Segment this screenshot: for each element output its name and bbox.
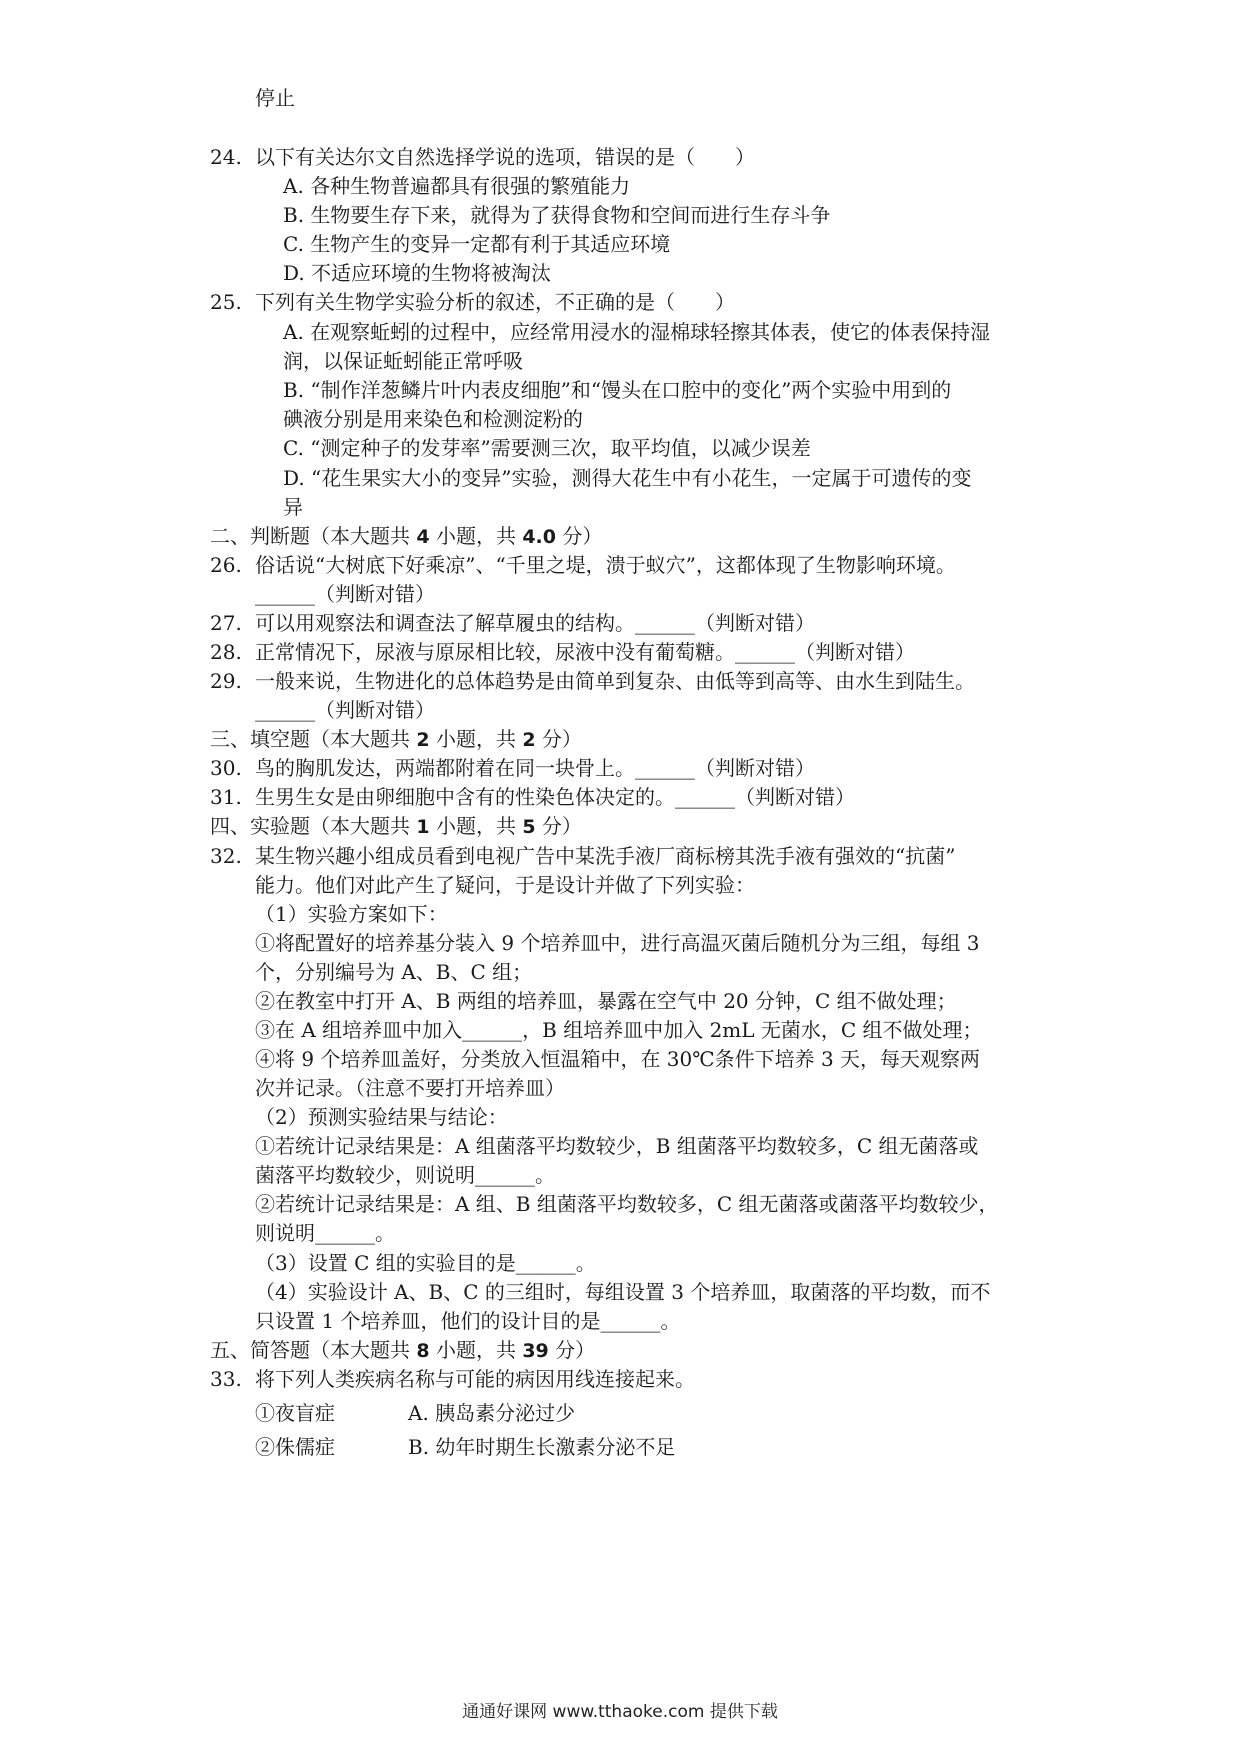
heading-prefix: 三、填空题（本大题共 [210, 727, 410, 751]
step-3: ③在 A 组培养皿中加入______，B 组培养皿中加入 2mL 无菌水，C 组不做处理； [255, 1018, 983, 1042]
heading-middle: 小题，共 [435, 727, 516, 751]
option-d-line2: 异 [283, 495, 303, 519]
heading-prefix: 二、判断题（本大题共 [210, 524, 410, 548]
carryover-text: 停止 [255, 86, 295, 110]
question-stem: 某生物兴趣小组成员看到电视广告中某洗手液厂商标榜其洗手液有强效的“抗菌” [255, 844, 956, 868]
question-text-line: 能力。他们对此产生了疑问，于是设计并做了下列实验： [255, 873, 755, 897]
total-score: 39 [522, 1340, 549, 1362]
total-score: 4.0 [522, 526, 556, 548]
option-a-line1: A. 在观察蚯蚓的过程中，应经常用浸水的湿棉球轻擦其体表，使它的体表保持湿 [283, 320, 991, 344]
total-score: 2 [522, 729, 536, 751]
heading-suffix: 分） [555, 1338, 596, 1362]
disease-cause: B. 幼年时期生长激素分泌不足 [408, 1435, 676, 1459]
result-1-line2: 菌落平均数较少，则说明______。 [255, 1163, 555, 1187]
answer-blank-line: ______（判断对错） [255, 582, 435, 606]
question-number: 26. [210, 553, 242, 577]
question-stem: 一般来说，生物进化的总体趋势是由简单到复杂、由低等到高等、由水生到陆生。 [255, 669, 975, 693]
answer-blank-line: ______（判断对错） [255, 698, 435, 722]
total-score: 5 [522, 816, 536, 838]
option-c: C. “测定种子的发芽率”需要测三次，取平均值，以减少误差 [283, 436, 811, 460]
option-b-line1: B. “制作洋葱鳞片叶内表皮细胞”和“馒头在口腔中的变化”两个实验中用到的 [283, 378, 952, 402]
heading-suffix: 分） [541, 727, 582, 751]
heading-suffix: 分） [562, 524, 603, 548]
question-number: 28. [210, 640, 242, 664]
option-d-line1: D. “花生果实大小的变异”实验，测得大花生中有小花生，一定属于可遗传的变 [283, 466, 972, 490]
sub-question-3: （3）设置 C 组的实验目的是______。 [255, 1251, 596, 1275]
question-number: 33. [210, 1367, 242, 1391]
question-stem: 下列有关生物学实验分析的叙述，不正确的是（ ） [255, 290, 735, 314]
question-count: 1 [416, 816, 430, 838]
heading-middle: 小题，共 [435, 814, 516, 838]
option-b: B. 生物要生存下来，就得为了获得食物和空间而进行生存斗争 [283, 203, 831, 227]
question-stem: 正常情况下，尿液与原尿相比较，尿液中没有葡萄糖。______（判断对错） [255, 640, 915, 664]
result-2-line1: ②若统计记录结果是：A 组、B 组菌落平均数较多，C 组无菌落或菌落平均数较少， [255, 1192, 999, 1216]
question-stem: 可以用观察法和调查法了解草履虫的结构。______（判断对错） [255, 611, 815, 635]
heading-prefix: 四、实验题（本大题共 [210, 814, 410, 838]
option-c: C. 生物产生的变异一定都有利于其适应环境 [283, 232, 671, 256]
step-1-line1: ①将配置好的培养基分装入 9 个培养皿中，进行高温灭菌后随机分为三组，每组 3 [255, 931, 980, 955]
question-stem: 生男生女是由卵细胞中含有的性染色体决定的。______（判断对错） [255, 785, 855, 809]
question-stem: 俗话说“大树底下好乘凉”、“千里之堤，溃于蚁穴”，这都体现了生物影响环境。 [255, 553, 956, 577]
option-a: A. 各种生物普遍都具有很强的繁殖能力 [283, 174, 631, 198]
heading-middle: 小题，共 [435, 1338, 516, 1362]
question-count: 8 [416, 1340, 430, 1362]
question-number: 29. [210, 669, 242, 693]
disease-name: ②侏儒症 [255, 1435, 335, 1459]
option-b-line2: 碘液分别是用来染色和检测淀粉的 [283, 407, 583, 431]
disease-name: ①夜盲症 [255, 1401, 335, 1425]
step-4-line1: ④将 9 个培养皿盖好，分类放入恒温箱中，在 30℃条件下培养 3 天，每天观察两 [255, 1047, 981, 1071]
step-2: ②在教室中打开 A、B 两组的培养皿，暴露在空气中 20 分钟，C 组不做处理； [255, 989, 957, 1013]
question-number: 25. [210, 290, 242, 314]
sub-question-1: （1）实验方案如下： [255, 902, 448, 926]
question-number: 24. [210, 145, 242, 169]
question-number: 27. [210, 611, 242, 635]
question-stem: 以下有关达尔文自然选择学说的选项，错误的是（ ） [255, 145, 755, 169]
step-1-line2: 个，分别编号为 A、B、C 组； [255, 960, 533, 984]
result-1-line1: ①若统计记录结果是：A 组菌落平均数较少，B 组菌落平均数较多，C 组无菌落或 [255, 1134, 979, 1158]
sub-question-4-line2: 只设置 1 个培养皿，他们的设计目的是______。 [255, 1309, 681, 1333]
question-number: 31. [210, 785, 242, 809]
question-count: 2 [416, 729, 430, 751]
heading-suffix: 分） [541, 814, 582, 838]
page-footer: 通通好课网 www.tthaoke.com 提供下载 [462, 1702, 778, 1722]
sub-question-4-line1: （4）实验设计 A、B、C 的三组时，每组设置 3 个培养皿，取菌落的平均数，而不 [255, 1280, 991, 1304]
option-a-line2: 润，以保证蚯蚓能正常呼吸 [283, 349, 523, 373]
disease-cause: A. 胰岛素分泌过少 [408, 1401, 576, 1425]
question-number: 32. [210, 844, 242, 868]
question-count: 4 [416, 526, 430, 548]
heading-middle: 小题，共 [435, 524, 516, 548]
question-stem: 鸟的胸肌发达，两端都附着在同一块骨上。______（判断对错） [255, 756, 815, 780]
option-d: D. 不适应环境的生物将被淘汰 [283, 261, 552, 285]
question-stem: 将下列人类疾病名称与可能的病因用线连接起来。 [255, 1367, 695, 1391]
result-2-line2: 则说明______。 [255, 1221, 395, 1245]
sub-question-2: （2）预测实验结果与结论： [255, 1105, 508, 1129]
question-number: 30. [210, 756, 242, 780]
heading-prefix: 五、简答题（本大题共 [210, 1338, 410, 1362]
step-4-line2: 次并记录。（注意不要打开培养皿） [255, 1076, 565, 1100]
